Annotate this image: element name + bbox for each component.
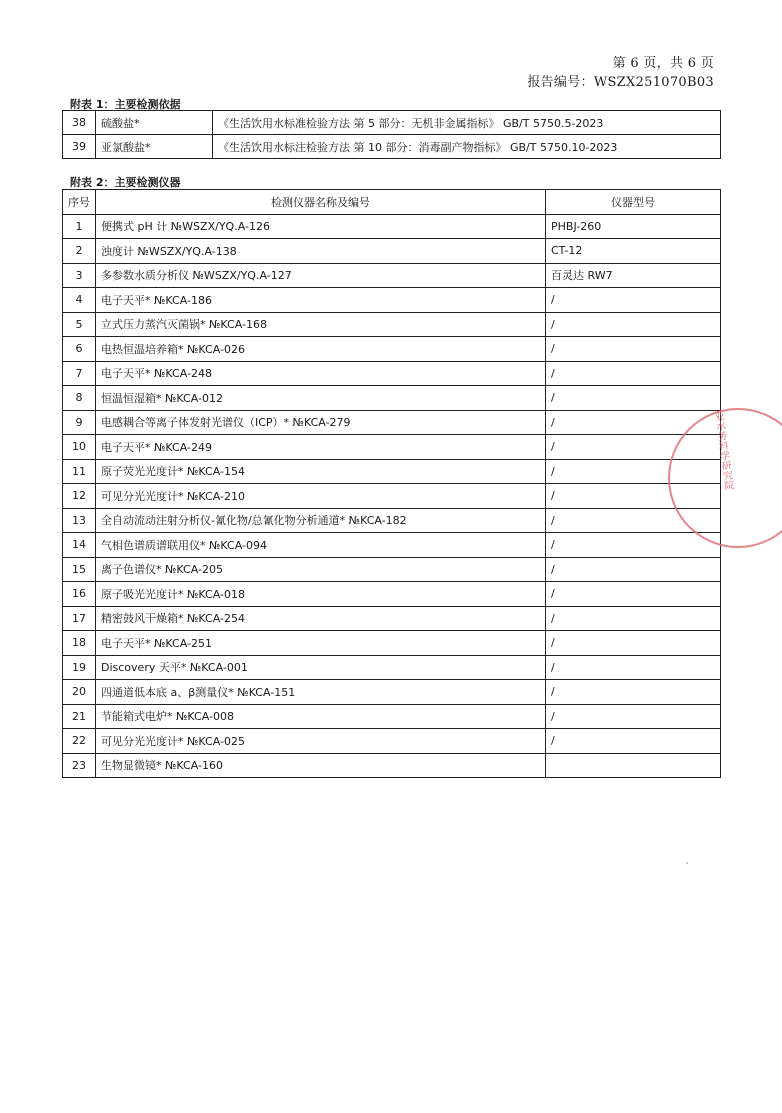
row-number: 10	[63, 435, 96, 460]
row-number: 38	[63, 111, 96, 135]
row-number: 23	[63, 753, 96, 778]
row-number: 9	[63, 410, 96, 435]
table-row	[63, 557, 721, 582]
row-number: 20	[63, 680, 96, 705]
table-row	[63, 111, 721, 135]
instrument-name: 气相色谱质谱联用仪* №KCA-094	[96, 533, 546, 558]
instrument-model: /	[546, 459, 721, 484]
row-number: 22	[63, 729, 96, 754]
instrument-model: /	[546, 410, 721, 435]
row-number: 4	[63, 288, 96, 313]
instrument-model: /	[546, 680, 721, 705]
instrument-model: /	[546, 435, 721, 460]
instrument-model: /	[546, 631, 721, 656]
header-no: 序号	[63, 190, 96, 215]
table-row	[63, 410, 721, 435]
table-row	[63, 459, 721, 484]
table-row	[63, 312, 721, 337]
table-row	[63, 606, 721, 631]
appendix1-title: 附表 1：主要检测依据	[70, 98, 181, 111]
instrument-model: 百灵达 RW7	[546, 263, 721, 288]
row-number: 3	[63, 263, 96, 288]
table-header-row	[63, 190, 721, 215]
row-number: 16	[63, 582, 96, 607]
instrument-model: CT-12	[546, 239, 721, 264]
table-row	[63, 135, 721, 159]
instrument-name: 可见分光光度计* №KCA-025	[96, 729, 546, 754]
table-row	[63, 508, 721, 533]
appendix2-table	[62, 189, 721, 778]
row-number: 5	[63, 312, 96, 337]
table-row	[63, 337, 721, 362]
appendix2-title: 附表 2：主要检测仪器	[70, 176, 181, 189]
instrument-name: 可见分光光度计* №KCA-210	[96, 484, 546, 509]
row-number: 19	[63, 655, 96, 680]
row-number: 2	[63, 239, 96, 264]
table-row	[63, 288, 721, 313]
table-row	[63, 655, 721, 680]
row-number: 6	[63, 337, 96, 362]
test-item: 硫酸盐*	[96, 111, 213, 135]
instrument-name: 电热恒温培养箱* №KCA-026	[96, 337, 546, 362]
instrument-name: 电子天平* №KCA-248	[96, 361, 546, 386]
table-row	[63, 582, 721, 607]
instrument-name: 精密鼓风干燥箱* №KCA-254	[96, 606, 546, 631]
row-number: 17	[63, 606, 96, 631]
table-row	[63, 214, 721, 239]
instrument-name: 电子天平* №KCA-251	[96, 631, 546, 656]
row-number: 13	[63, 508, 96, 533]
table-row	[63, 484, 721, 509]
table-row	[63, 361, 721, 386]
instrument-model: PHBJ-260	[546, 214, 721, 239]
report-number: 报告编号：WSZX251070B03	[527, 75, 714, 90]
instrument-name: 四通道低本底 a、β测量仪* №KCA-151	[96, 680, 546, 705]
instrument-model: /	[546, 582, 721, 607]
instrument-model: /	[546, 361, 721, 386]
row-number: 1	[63, 214, 96, 239]
row-number: 14	[63, 533, 96, 558]
test-method: 《生活饮用水标注检验方法 第 10 部分：消毒副产物指标》 GB/T 5750.10-2023	[213, 135, 721, 159]
instrument-name: 生物显微镜* №KCA-160	[96, 753, 546, 778]
instrument-model: /	[546, 704, 721, 729]
instrument-model: /	[546, 386, 721, 411]
instrument-name: Discovery 天平* №KCA-001	[96, 655, 546, 680]
instrument-name: 节能箱式电炉* №KCA-008	[96, 704, 546, 729]
instrument-name: 电感耦合等离子体发射光谱仪（ICP）* №KCA-279	[96, 410, 546, 435]
row-number: 12	[63, 484, 96, 509]
instrument-model: /	[546, 606, 721, 631]
header-model: 仪器型号	[546, 190, 721, 215]
instrument-name: 原子吸光光度计* №KCA-018	[96, 582, 546, 607]
instrument-name: 离子色谱仪* №KCA-205	[96, 557, 546, 582]
header-name: 检测仪器名称及编号	[96, 190, 546, 215]
row-number: 39	[63, 135, 96, 159]
instrument-model: /	[546, 533, 721, 558]
page-number: 第 6 页，共 6 页	[612, 56, 714, 71]
instrument-name: 多参数水质分析仪 №WSZX/YQ.A-127	[96, 263, 546, 288]
instrument-model	[546, 753, 721, 778]
instrument-name: 恒温恒湿箱* №KCA-012	[96, 386, 546, 411]
instrument-name: 立式压力蒸汽灭菌锅* №KCA-168	[96, 312, 546, 337]
instrument-name: 原子荧光光度计* №KCA-154	[96, 459, 546, 484]
table-row	[63, 533, 721, 558]
instrument-model: /	[546, 557, 721, 582]
test-method: 《生活饮用水标准检验方法 第 5 部分：无机非金属指标》 GB/T 5750.5-2023	[213, 111, 721, 135]
page-header	[527, 54, 714, 92]
instrument-name: 便携式 pH 计 №WSZX/YQ.A-126	[96, 214, 546, 239]
table-row	[63, 435, 721, 460]
table-row	[63, 704, 721, 729]
table-row	[63, 753, 721, 778]
scan-speck	[686, 862, 688, 864]
instrument-model: /	[546, 288, 721, 313]
instrument-model: /	[546, 508, 721, 533]
instrument-name: 电子天平* №KCA-186	[96, 288, 546, 313]
instrument-name: 电子天平* №KCA-249	[96, 435, 546, 460]
instrument-name: 浊度计 №WSZX/YQ.A-138	[96, 239, 546, 264]
row-number: 8	[63, 386, 96, 411]
table-row	[63, 631, 721, 656]
appendix1-table	[62, 110, 721, 159]
instrument-model: /	[546, 655, 721, 680]
instrument-model: /	[546, 484, 721, 509]
table-row	[63, 680, 721, 705]
instrument-model: /	[546, 729, 721, 754]
row-number: 21	[63, 704, 96, 729]
instrument-model: /	[546, 312, 721, 337]
test-item: 亚氯酸盐*	[96, 135, 213, 159]
table-row	[63, 729, 721, 754]
instrument-name: 全自动流动注射分析仪-氰化物/总氰化物分析通道* №KCA-182	[96, 508, 546, 533]
table-row	[63, 263, 721, 288]
row-number: 7	[63, 361, 96, 386]
seal-text: 业水务科学研究院	[711, 410, 734, 492]
row-number: 11	[63, 459, 96, 484]
table-row	[63, 239, 721, 264]
instrument-model: /	[546, 337, 721, 362]
row-number: 15	[63, 557, 96, 582]
table-row	[63, 386, 721, 411]
row-number: 18	[63, 631, 96, 656]
